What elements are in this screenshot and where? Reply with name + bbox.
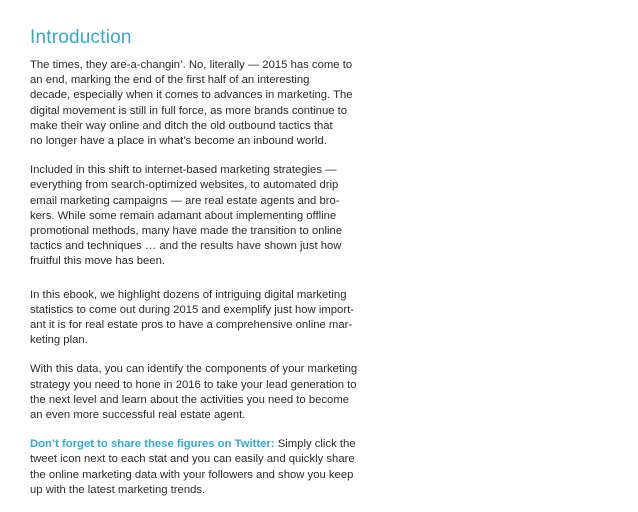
page-title: Introduction [30, 27, 132, 48]
document-page [30, 26, 400, 512]
intro-paragraph-3: In this ebook, we highlight dozens of intriguing digital marketing statistics to come out during 2015 and exemplify just how import- ant it is for real estate pros to have a comprehensive online mar- keting plan. [30, 288, 354, 347]
intro-paragraph-1: The times, they are-a-changin’. No, literally — 2015 has come to an end, marking the end of the first half of an interesting decade, especially when it comes to advances in marketing. The digital movement is still in full force, as more brands continue to make their way online and ditch the old outbound tactics that no longer have a place in what’s become an inbound world. [30, 59, 353, 148]
intro-paragraph-2: Included in this shift to internet-based marketing strategies — everything from search-optimized websites, to automated drip email marketing campaigns — are real estate agents and bro- kers. While some remain adamant about implementing offline promotional methods, many have made the transition to online tactics and techniques … and the results have shown just how fruitful this move has been. [30, 164, 343, 268]
intro-paragraph-4: With this data, you can identify the components of your marketing strategy you need to hone in 2016 to take your lead generation to the next level and learn about the activities you need to become an even more successful real estate agent. [30, 363, 358, 422]
twitter-share-paragraph [30, 437, 400, 498]
twitter-share-text: Simply click the tweet icon next to each stat and you can easily and quickly share the online marketing data with your followers and show you keep up with the latest marketing trends. [30, 438, 356, 496]
twitter-share-callout: Don’t forget to share these figures on Twitter: [30, 438, 275, 451]
